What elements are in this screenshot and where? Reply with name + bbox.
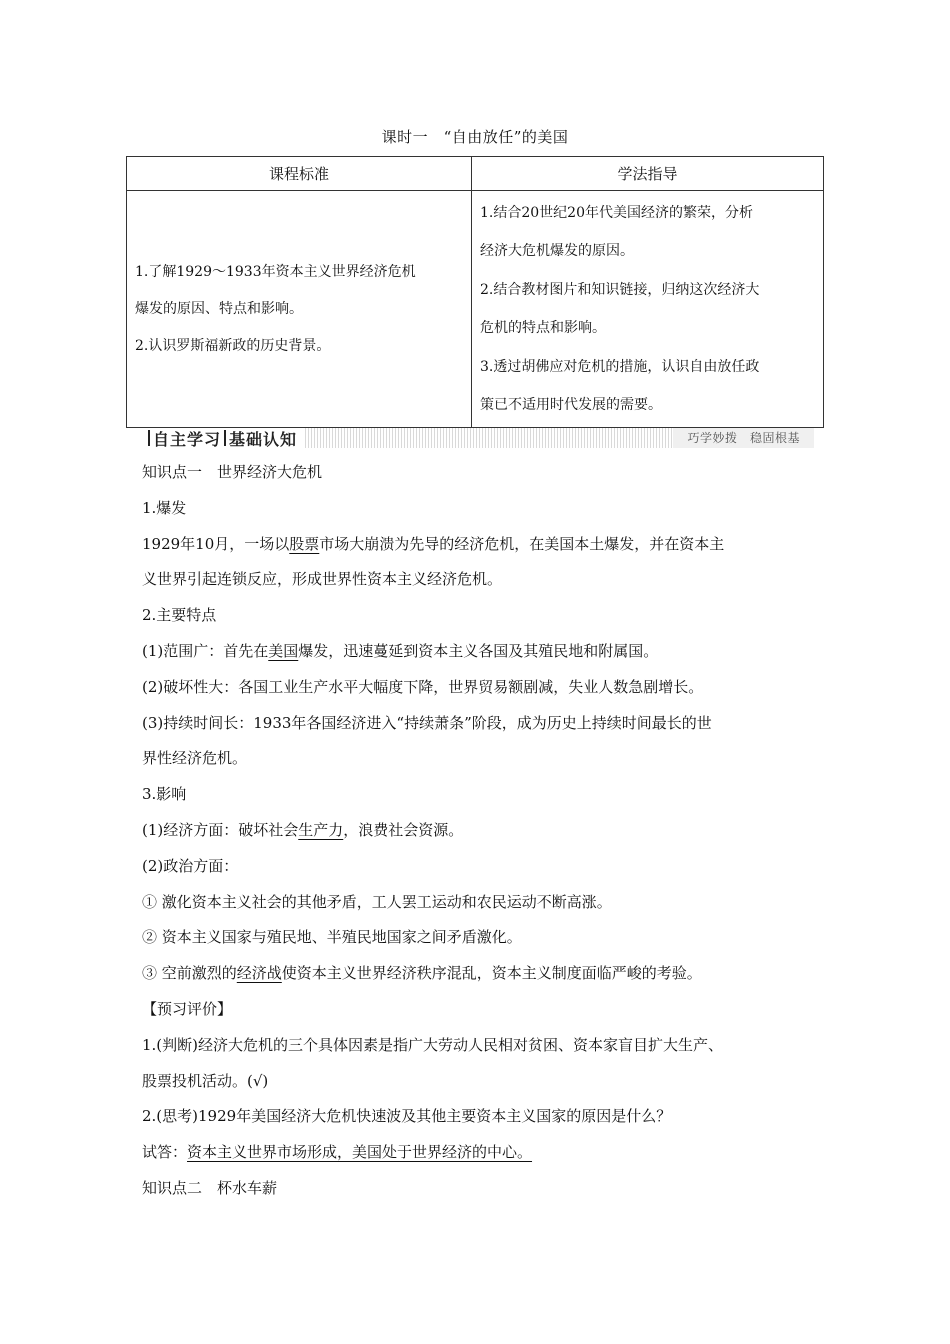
underlined-term: 经济战 [236,964,282,983]
text: ③ 空前激烈的 [142,964,237,983]
banner-divider [148,430,150,446]
curriculum-table [126,156,824,428]
list-item: ① 激化资本主义社会的其他矛盾，工人罢工运动和农民运动不断高涨。 [142,892,612,911]
standard-line: 2.认识罗斯福新政的历史背景。 [135,337,331,354]
curriculum-standard-cell [127,191,472,428]
text: 市场大崩溃为先导的经济危机，在美国本土爆发，并在资本主 [319,534,725,553]
paragraph [142,634,822,670]
paragraph [142,527,822,563]
paragraph: (3)持续时间长：1933年各国经济进入“持续萧条”阶段，成为历史上持续时间最长的世 [142,713,712,732]
main-content [142,455,822,1207]
study-guide-cell [472,191,824,428]
review-heading: 【预习评价】 [142,999,233,1018]
question: 1.(判断)经济大危机的三个具体因素是指广大劳动人民相对贫困、资本家盲目扩大生产、 [142,1035,724,1054]
text: 爆发，迅速蔓延到资本主义各国及其殖民地和附属国。 [298,641,659,660]
banner-title [143,428,303,448]
table-header-guide: 学法指导 [472,157,824,191]
section-heading: 2.主要特点 [142,606,217,625]
underlined-term: 生产力 [298,820,344,839]
standard-line: 爆发的原因、特点和影响。 [135,300,303,317]
text: (1)经济方面：破坏社会 [142,820,299,839]
section-heading: 1.爆发 [142,498,187,517]
paragraph: (2)破坏性大：各国工业生产水平大幅度下降，世界贸易额剧减，失业人数急剧增长。 [142,677,704,696]
section-heading: 3.影响 [142,785,187,804]
guide-line: 1.结合20世纪20年代美国经济的繁荣，分析 [480,204,753,221]
guide-line: 策已不适用时代发展的需要。 [480,397,662,413]
question: 2.(思考)1929年美国经济大危机快速波及其他主要资本主义国家的原因是什么？ [142,1107,672,1126]
list-item: ② 资本主义国家与殖民地、半殖民地国家之间矛盾激化。 [142,928,522,947]
guide-line: 2.结合教材图片和知识链接，归纳这次经济大 [480,281,760,298]
answer [142,1135,822,1171]
text: 1929年10月，一场以 [142,534,290,553]
banner-divider [224,430,226,446]
table-header-standard: 课程标准 [127,157,472,191]
banner-subtitle: 巧学妙拨 稳固根基 [673,428,814,448]
knowledge-point-heading: 知识点一 世界经济大危机 [142,463,323,481]
text: ，浪费社会资源。 [343,820,464,839]
guide-line: 危机的特点和影响。 [480,320,606,336]
paragraph: (2)政治方面： [142,856,239,875]
standard-line: 1.了解1929～1933年资本主义世界经济危机 [135,263,416,280]
text: (1)范围广：首先在 [142,641,269,660]
section-banner [143,428,814,448]
guide-line: 3.透过胡佛应对危机的措施，认识自由放任政 [480,358,760,375]
paragraph: 义世界引起连锁反应，形成世界性资本主义经济危机。 [142,570,503,589]
paragraph [142,813,822,849]
list-item [142,956,822,992]
underlined-term: 美国 [268,641,299,660]
answer-text: 资本主义世界市场形成，美国处于世界经济的中心。 [187,1143,533,1162]
banner-part1: 自主学习 [153,429,222,449]
underlined-term: 股票 [289,534,320,553]
banner-part2: 基础认知 [229,429,298,449]
paragraph: 界性经济危机。 [142,749,248,768]
guide-line: 经济大危机爆发的原因。 [480,243,634,259]
answer-label: 试答： [142,1143,188,1162]
question: 股票投机活动。(√) [142,1071,269,1090]
knowledge-point-heading: 知识点二 杯水车薪 [142,1178,278,1197]
text: 使资本主义世界经济秩序混乱，资本主义制度面临严峻的考验。 [281,964,702,983]
page-title: 课时一 “自由放任”的美国 [381,128,569,146]
